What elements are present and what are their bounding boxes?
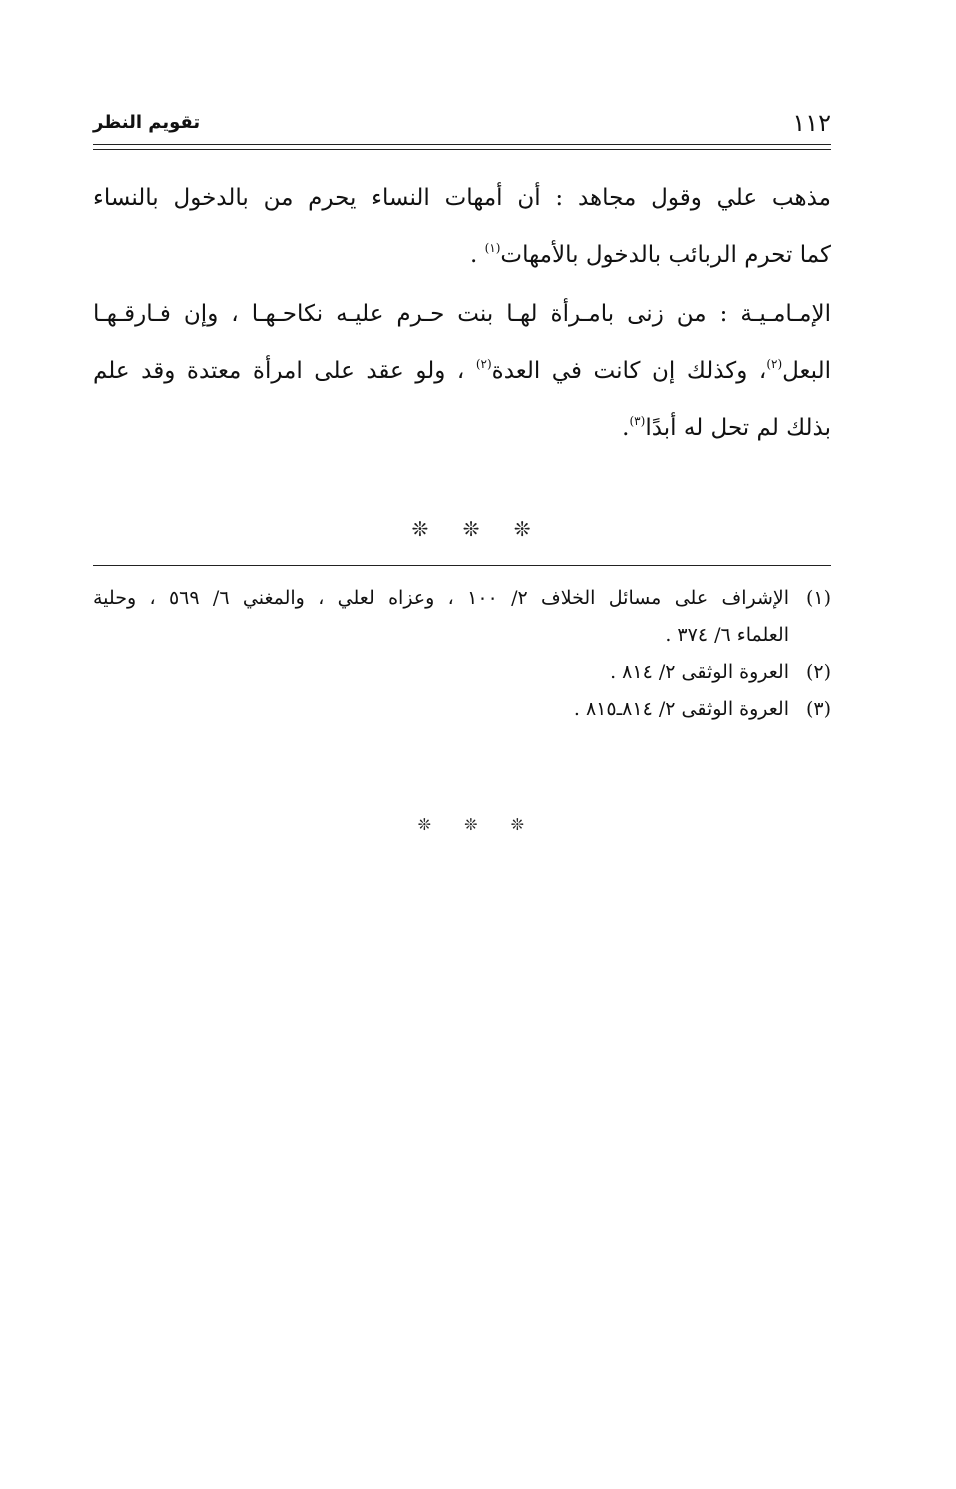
footnote-1: [93, 580, 831, 617]
paragraph-2-line-2-b: ، وكذلك إن كانت في العدة: [491, 358, 767, 384]
section-separator-top: ❊ ❊ ❊: [411, 517, 545, 541]
paragraph-1-line-2-end: .: [469, 242, 485, 268]
footnote-2-text: العروة الوثقى ٢/ ٨١٤ .: [610, 661, 789, 683]
page-header: [93, 108, 831, 138]
footnote-1-number: (١): [805, 587, 831, 609]
page-number: ١١٢: [792, 109, 831, 137]
footnote-3-number: (٣): [805, 698, 831, 720]
footnote-1-text: الإشراف على مسائل الخلاف ٢/ ١٠٠ ، وعزاه لعلي ، والمغني ٦/ ٥٦٩ ، وحلية: [93, 587, 789, 609]
paragraph-1-line-1: مذهب علي وقول مجاهد : أن أمهات النساء يحرم من بالدخول بالنساء: [93, 185, 831, 211]
paragraph-1: [93, 170, 831, 284]
paragraph-2-line-1: الإمـامـيـة : من زنى بامـرأة لهـا بنت حـرم عليـه نكاحـهـا ، وإن فـارقـهـا: [93, 301, 831, 327]
paragraph-2-line-2-a: البعل: [782, 358, 831, 384]
paragraph-2-line-2: [93, 343, 831, 400]
paragraph-2-line-2-c: ، ولو عقد على امرأة معتدة وقد علم: [93, 358, 476, 384]
header-rule-top: [93, 144, 831, 145]
paragraph-2: [93, 286, 831, 457]
section-separator-bottom: ❊ ❊ ❊: [417, 815, 539, 834]
footnote-3: [93, 691, 831, 728]
paragraph-1-line-2-text: كما تحرم الربائب بالدخول بالأمهات: [500, 242, 831, 268]
header-rule-bottom: [93, 149, 831, 150]
paragraph-2-line-3-end: .: [622, 415, 630, 441]
footnote-3-text: العروة الوثقى ٢/ ٨١٤ـ٨١٥ .: [573, 698, 789, 720]
paragraph-2-line-3-text: بذلك لم تحل له أبدًا: [645, 415, 831, 441]
paragraph-2-line-3: [93, 400, 831, 457]
footnote-ref-2a: (٢): [766, 357, 783, 371]
footnote-2: [93, 654, 831, 691]
running-title: تقويم النظر: [93, 112, 201, 133]
footnote-ref-1: (١): [484, 241, 501, 255]
footnotes: [93, 580, 831, 728]
footnote-2-number: (٢): [805, 661, 831, 683]
footnote-ref-2b: (٢): [475, 357, 492, 371]
footnote-rule: [93, 565, 831, 566]
paragraph-1-line-2: [93, 227, 831, 284]
footnote-ref-3: (٣): [629, 414, 646, 428]
footnote-1-continuation: العلماء ٦/ ٣٧٤ .: [665, 624, 789, 646]
